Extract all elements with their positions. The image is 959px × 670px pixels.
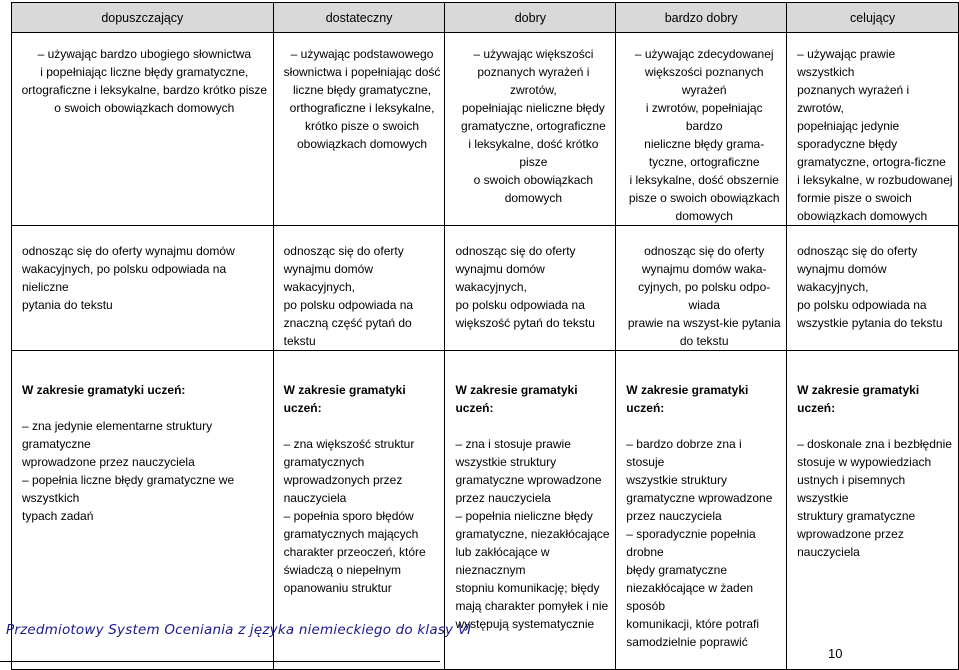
grammar-heading: W zakresie gramatyki uczeń: [455,383,578,415]
cell-text: – doskonale zna i bezbłędnie stosuje w wypowiedziach ustnych i pisemnych wszystkie struktury gramatyczne wprowadzone przez nauczyciela [797,437,952,559]
table-cell [12,226,274,351]
table-cell [616,351,787,670]
table-cell [616,226,787,351]
footer-divider [0,661,440,662]
table-cell [273,33,445,226]
table-cell [445,33,616,226]
header-bardzo-dobry: bardzo dobry [616,3,787,33]
cell-text: odnosząc się do oferty wynajmu domów wakacyjnych, po polsku odpowiada na nieliczne pytania do tekstu [22,244,235,312]
cell-text: – używając większości poznanych wyrażeń i zwrotów, popełniając nieliczne błędy gramatyczne, ortograficzne i leksykalne, dość krótko pisze o swoich obowiązkach domowych [461,47,606,205]
header-dobry: dobry [445,3,616,33]
header-dopuszczajacy: dopuszczający [12,3,274,33]
footer-title: Przedmiotowy System Oceniania z języka niemieckiego do klasy VI [6,622,472,638]
table-cell [787,33,959,226]
cell-text: – zna i stosuje prawie wszystkie struktury gramatyczne wprowadzone przez nauczyciela – popełnia nieliczne błędy gramatyczne, niezakłócające lub zakłócające w nieznacznym stopniu komunikację; błędy mają charakter pomyłek i nie występują systematycznie [455,437,610,631]
cell-text: – używając prawie wszystkich poznanych wyrażeń i zwrotów, popełniając jedynie sporadyczne błędy gramatyczne, ortogra-ficzne i leksykalne, w rozbudowanej formie pisze o swoich obowiązkach domowych [797,47,953,223]
cell-text: – używając podstawowego słownictwa i popełniając dość liczne błędy gramatyczne, orthograficzne i leksykalne, krótko pisze o swoich obowiązkach domowych [283,47,441,151]
cell-text: odnosząc się do oferty wynajmu domów waka- cyjnych, po polsku odpo-wiada prawie na wszyst-kie pytania do tekstu [627,244,781,348]
grammar-heading: W zakresie gramatyki uczeń: [283,383,406,415]
table-cell [787,351,959,670]
header-celujacy: celujący [787,3,959,33]
table-row-writing [12,33,959,226]
cell-text: – zna jedynie elementarne struktury gramatyczne wprowadzone przez nauczyciela – popełnia liczne błędy gramatyczne we wszystkich typach zadań [22,419,235,523]
grammar-heading: W zakresie gramatyki uczeń: [797,383,920,415]
cell-content [274,351,445,615]
grammar-heading: W zakresie gramatyki uczeń: [626,383,749,415]
table-row-reading [12,226,959,351]
cell-text: odnosząc się do oferty wynajmu domów wakacyjnych, po polsku odpowiada na większość pytań do tekstu [455,244,595,330]
cell-text: – bardzo dobrze zna i stosuje wszystkie struktury gramatyczne wprowadzone przez nauczyciela – sporadycznie popełnia drobne błędy gramatyczne niezakłócające w żaden sposób komunikacji, które potrafi samodzielnie poprawić [626,437,773,649]
cell-text: – używając bardzo ubogiego słownictwa i popełniając liczne błędy gramatyczne, ortograficzne i leksykalne, bardzo krótko pisze o swoich obowiązkach domowych [21,47,268,115]
cell-content [12,351,273,543]
table-cell [787,226,959,351]
page-number: 10 [828,646,843,661]
table-cell [616,33,787,226]
table-cell [273,226,445,351]
table-cell [445,226,616,351]
cell-text: odnosząc się do oferty wynajmu domów wakacyjnych, po polsku odpowiada na znaczną część pytań do tekstu [283,244,414,348]
cell-text: – używając zdecydowanej większości poznanych wyrażeń i zwrotów, popełniając bardzo nieliczne błędy grama- tyczne, ortograficzne i leksykalne, dość obszernie pisze o swoich obowiązkach domowych [628,47,780,223]
cell-text: – zna większość struktur gramatycznych wprowadzonych przez nauczyciela – popełnia sporo błędów gramatycznych mających charakter przeoczeń, które świadczą o niepełnym opanowaniu struktur [283,437,426,595]
cell-content [787,351,958,579]
cell-text: odnosząc się do oferty wynajmu domów wakacyjnych, po polsku odpowiada na wszystkie pytania do tekstu [797,244,943,330]
cell-content [445,351,615,651]
grading-table [11,2,959,670]
header-dostateczny: dostateczny [273,3,445,33]
cell-content [616,351,786,669]
grammar-heading: W zakresie gramatyki uczeń: [22,383,186,397]
table-cell [12,33,274,226]
header-row [12,3,959,33]
